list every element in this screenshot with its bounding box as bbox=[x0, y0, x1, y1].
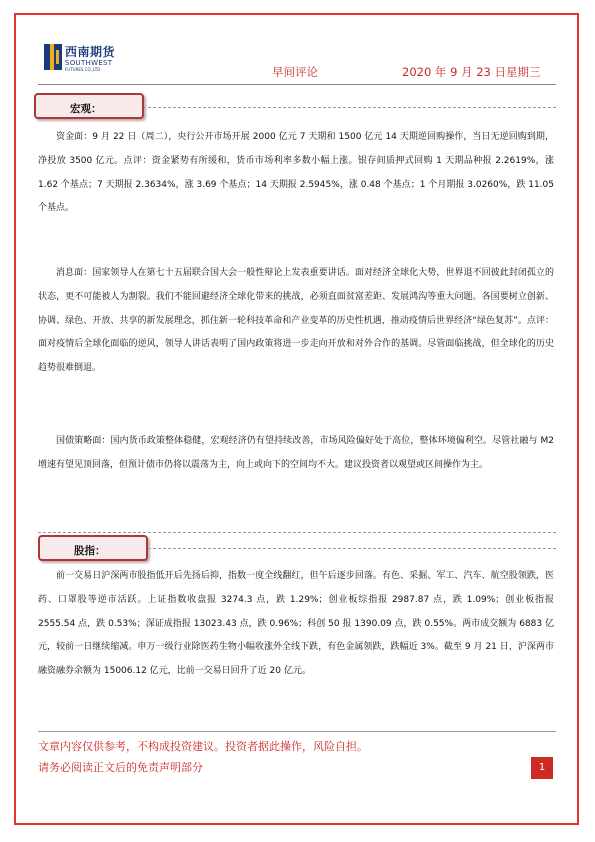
paragraph-funding: 资金面：9 月 22 日（周二），央行公开市场开展 2000 亿元 7 天期和 1500 亿元 14 天期逆回购操作，当日无逆回购到期，净投放 3500 亿元。点评：资金紧势有所缓和，货币市场利率多数小幅上涨。银存间质押式回购 1 天期品种报 2.2619%，涨 1.62 个基点；7 天期报 2.3634%，涨 3.69 个基点；14 天期报 2.5945%，涨 0.48 个基点；1 个月期报 3.0260%，跌 11.05 个基点。 bbox=[38, 132, 554, 214]
paragraph-bond-strategy: 国债策略面：国内货币政策整体稳健，宏观经济仍有望持续改善，市场风险偏好处于高位，整体环境偏利空。尽管社融与 M2 增速有望见顶回落，但预计债市仍将以震荡为主，向上或向下的空间均不大。建议投资者以观望或区间操作为主。 bbox=[38, 436, 554, 470]
page-number-badge: 1 bbox=[531, 757, 553, 779]
logo-cn-text: 西南期货 bbox=[65, 45, 116, 59]
logo-en-text: SOUTHWEST bbox=[65, 59, 113, 67]
report-title: 早间评论 bbox=[272, 65, 318, 79]
company-logo bbox=[44, 44, 124, 74]
section-divider bbox=[38, 532, 556, 533]
disclaimer-line-1: 文章内容仅供参考，不构成投资建议。投资者据此操作，风险自担。 bbox=[38, 740, 368, 753]
header-divider bbox=[38, 84, 556, 85]
footer-divider bbox=[38, 731, 556, 732]
report-date: 2020 年 9 月 23 日星期三 bbox=[402, 65, 541, 79]
logo-mark-icon bbox=[44, 44, 62, 70]
section-tab-stock-index: 股指： bbox=[38, 535, 148, 561]
disclaimer-line-2: 请务必阅读正文后的免责声明部分 bbox=[38, 761, 203, 774]
section-tab-macro: 宏观： bbox=[34, 93, 144, 119]
paragraph-stock-index: 前一交易日沪深两市股指低开后先扬后抑，指数一度全线翻红，但午后逐步回落。有色、采掘、军工、汽车、航空股领跌，医药、口罩股等逆市活跃。上证指数收盘报 3274.3 点，跌 1.29%；创业板综指报 2987.87 点，跌 1.09%；创业板指报 2555.54 点，跌 0.53%；深证成指报 13023.43 点，跌 0.96%；科创 50 报 1390.09 点，跌 0.55%。两市成交额为 6883 亿元，较前一日继续缩减。申万一级行业除医药生物小幅收涨外全线下跌，有色金属领跌，跌幅近 3%。截至 9 月 21 日，沪深两市融资融券余额为 15006.12 亿元，比前一交易日回升了近 20 亿元。 bbox=[38, 571, 554, 677]
paragraph-news: 消息面：国家领导人在第七十五届联合国大会一般性辩论上发表重要讲话。面对经济全球化大势，世界退不回彼此封闭孤立的状态，更不可能被人为割裂。我们不能回避经济全球化带来的挑战，必须直面贫富差距、发展鸿沟等重大问题。各国要树立创新、协调、绿色、开放、共享的新发展理念，抓住新一轮科技革命和产业变革的历史性机遇，推动疫情后世界经济“绿色复苏”。点评：面对疫情后全球化面临的逆风，领导人讲话表明了国内政策将进一步走向开放和对外合作的基调。尽管面临挑战，但全球化的历史趋势很难倒退。 bbox=[38, 268, 554, 374]
logo-en-subtext: FUTURES CO.,LTD. bbox=[65, 67, 102, 72]
